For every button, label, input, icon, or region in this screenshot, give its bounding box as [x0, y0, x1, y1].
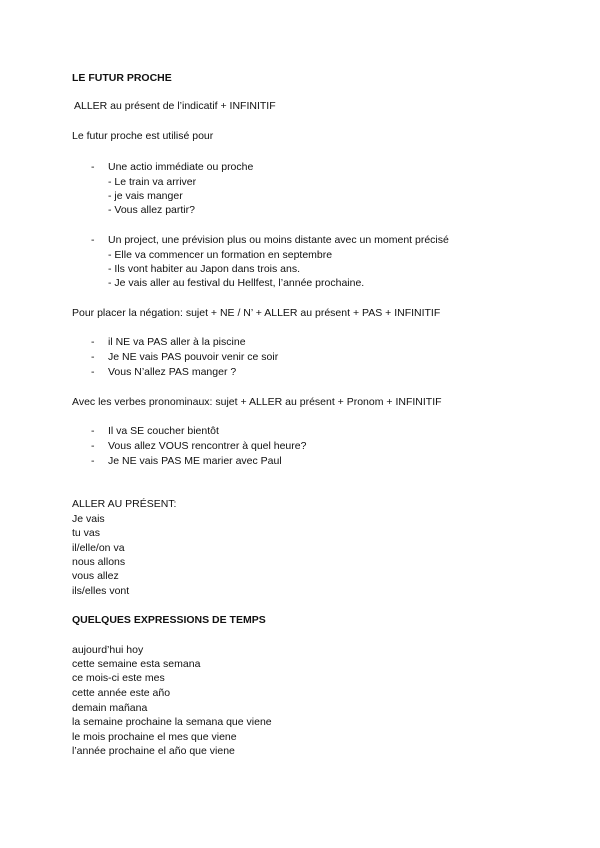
usage-intro: Le futur proche est utilisé pour	[72, 130, 214, 142]
example-line: - je vais manger	[108, 190, 183, 202]
expression-line: ce mois-ci este mes	[72, 672, 165, 684]
conjugation-line: vous allez	[72, 570, 119, 582]
conjugation-line: tu vas	[72, 527, 101, 539]
list-item: Il va SE coucher bientôt	[108, 425, 219, 437]
conjugation-line: Je vais	[72, 513, 105, 525]
expression-line: cette année este año	[72, 687, 171, 699]
list-item: Vous N’allez PAS manger ?	[108, 366, 237, 378]
formula-line: ALLER au présent de l’indicatif + INFINITIF	[74, 100, 276, 112]
page-title: LE FUTUR PROCHE	[72, 72, 172, 84]
list-bullet: -	[91, 351, 95, 363]
list-item: Je NE vais PAS pouvoir venir ce soir	[108, 351, 279, 363]
expression-line: le mois prochaine el mes que viene	[72, 731, 237, 743]
expressions-title: QUELQUES EXPRESSIONS DE TEMPS	[72, 614, 266, 626]
list-item: il NE va PAS aller à la piscine	[108, 336, 246, 348]
list-bullet: -	[91, 440, 95, 452]
expression-line: la semaine prochaine la semana que viene	[72, 716, 272, 728]
expression-line: aujourd’hui hoy	[72, 644, 144, 656]
conjugation-line: ils/elles vont	[72, 585, 130, 597]
list-item: Je NE vais PAS ME marier avec Paul	[108, 455, 282, 467]
expression-line: l’année prochaine el año que viene	[72, 745, 235, 757]
conjugation-line: nous allons	[72, 556, 126, 568]
list-bullet: -	[91, 425, 95, 437]
example-line: - Elle va commencer un formation en septembre	[108, 249, 333, 261]
example-line: - Je vais aller au festival du Hellfest, l’année prochaine.	[108, 277, 365, 289]
list-bullet: -	[91, 234, 95, 246]
example-line: - Le train va arriver	[108, 176, 197, 188]
list-bullet: -	[91, 161, 95, 173]
example-line: - Ils vont habiter au Japon dans trois ans.	[108, 263, 301, 275]
expression-line: cette semaine esta semana	[72, 658, 201, 670]
example-line: - Vous allez partir?	[108, 204, 195, 216]
usage-heading: Un project, une prévision plus ou moins distante avec un moment précisé	[108, 234, 449, 246]
list-bullet: -	[91, 455, 95, 467]
usage-heading: Une actio immédiate ou proche	[108, 161, 254, 173]
conjugation-title: ALLER AU PRÉSENT:	[72, 498, 177, 510]
expression-line: demain mañana	[72, 702, 148, 714]
list-bullet: -	[91, 366, 95, 378]
conjugation-line: il/elle/on va	[72, 542, 125, 554]
negation-rule: Pour placer la négation: sujet + NE / N’ + ALLER au présent + PAS + INFINITIF	[72, 307, 441, 319]
pronominal-rule: Avec les verbes pronominaux: sujet + ALLER au présent + Pronom + INFINITIF	[72, 396, 442, 408]
list-item: Vous allez VOUS rencontrer à quel heure?	[108, 440, 307, 452]
list-bullet: -	[91, 336, 95, 348]
